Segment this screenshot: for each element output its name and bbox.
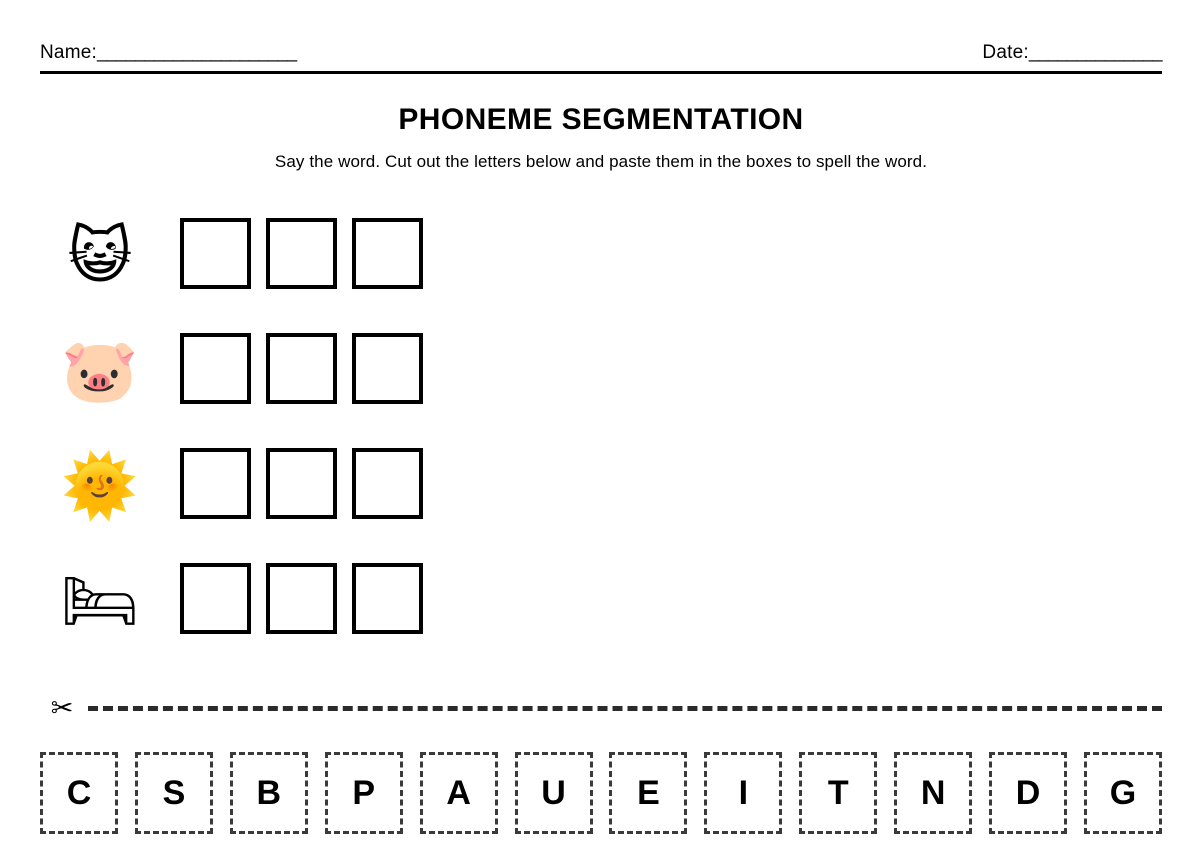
- cat-face-emoji: 😺: [67, 219, 133, 292]
- answer-box-group: [180, 448, 423, 519]
- answer-box[interactable]: [352, 218, 423, 289]
- answer-box-group: [180, 563, 423, 634]
- letter-tile[interactable]: [704, 752, 782, 834]
- name-label: Name:: [40, 42, 97, 63]
- date-blank-line[interactable]: ______________: [1028, 42, 1162, 62]
- word-row: [40, 208, 1162, 323]
- answer-box[interactable]: [352, 333, 423, 404]
- cut-line: [40, 688, 1162, 730]
- answer-box[interactable]: [266, 218, 337, 289]
- letter-tile-glyph: U: [541, 774, 566, 812]
- letter-tile-strip: [40, 752, 1162, 834]
- letter-tile[interactable]: [230, 752, 308, 834]
- bed-emoji: 🛏: [60, 564, 140, 637]
- answer-box[interactable]: [180, 563, 251, 634]
- cut-dashed-line: [88, 706, 1162, 711]
- letter-tile-glyph: T: [827, 774, 849, 812]
- name-blank-line[interactable]: _____________________: [96, 42, 297, 62]
- word-row: [40, 553, 1162, 668]
- letter-tile[interactable]: [894, 752, 972, 834]
- letter-tile-glyph: B: [256, 774, 282, 812]
- word-row: [40, 438, 1162, 553]
- letter-tile[interactable]: [515, 752, 593, 834]
- answer-box[interactable]: [352, 448, 423, 519]
- letter-tile[interactable]: [420, 752, 498, 834]
- scissors-icon: ✂: [50, 693, 74, 724]
- letter-tile[interactable]: [799, 752, 877, 834]
- date-label: Date:: [982, 42, 1029, 63]
- pig-face-emoji: 🐷: [61, 334, 139, 407]
- letter-tile-glyph: S: [162, 774, 186, 812]
- letter-tile[interactable]: [1084, 752, 1162, 834]
- letter-tile[interactable]: [609, 752, 687, 834]
- letter-tile[interactable]: [40, 752, 118, 834]
- worksheet-header: [40, 36, 1162, 70]
- letter-tile-glyph: C: [66, 774, 92, 812]
- answer-box[interactable]: [266, 563, 337, 634]
- letter-tile-glyph: A: [446, 774, 471, 812]
- answer-box-group: [180, 333, 423, 404]
- letter-tile-glyph: D: [1015, 774, 1041, 812]
- letter-tile[interactable]: [989, 752, 1067, 834]
- word-rows: [40, 208, 1162, 668]
- name-field: [40, 41, 297, 64]
- date-field: [982, 41, 1162, 64]
- header-divider: [40, 71, 1162, 74]
- letter-tile[interactable]: [325, 752, 403, 834]
- answer-box-group: [180, 218, 423, 289]
- answer-box[interactable]: [180, 333, 251, 404]
- letter-tile-glyph: N: [920, 774, 946, 812]
- letter-tile[interactable]: [135, 752, 213, 834]
- answer-box[interactable]: [180, 448, 251, 519]
- letter-tile-glyph: G: [1109, 774, 1137, 812]
- letter-tile-glyph: I: [738, 774, 749, 812]
- answer-box[interactable]: [352, 563, 423, 634]
- answer-box[interactable]: [180, 218, 251, 289]
- instructions-text: Say the word. Cut out the letters below and paste them in the boxes to spell the word.: [274, 152, 928, 171]
- letter-tile-glyph: E: [637, 774, 660, 812]
- answer-box[interactable]: [266, 333, 337, 404]
- word-row: [40, 323, 1162, 438]
- letter-tile-glyph: P: [352, 774, 376, 812]
- sun-emoji: 🌞: [61, 449, 139, 522]
- page-title: PHONEME SEGMENTATION: [398, 103, 804, 136]
- answer-box[interactable]: [266, 448, 337, 519]
